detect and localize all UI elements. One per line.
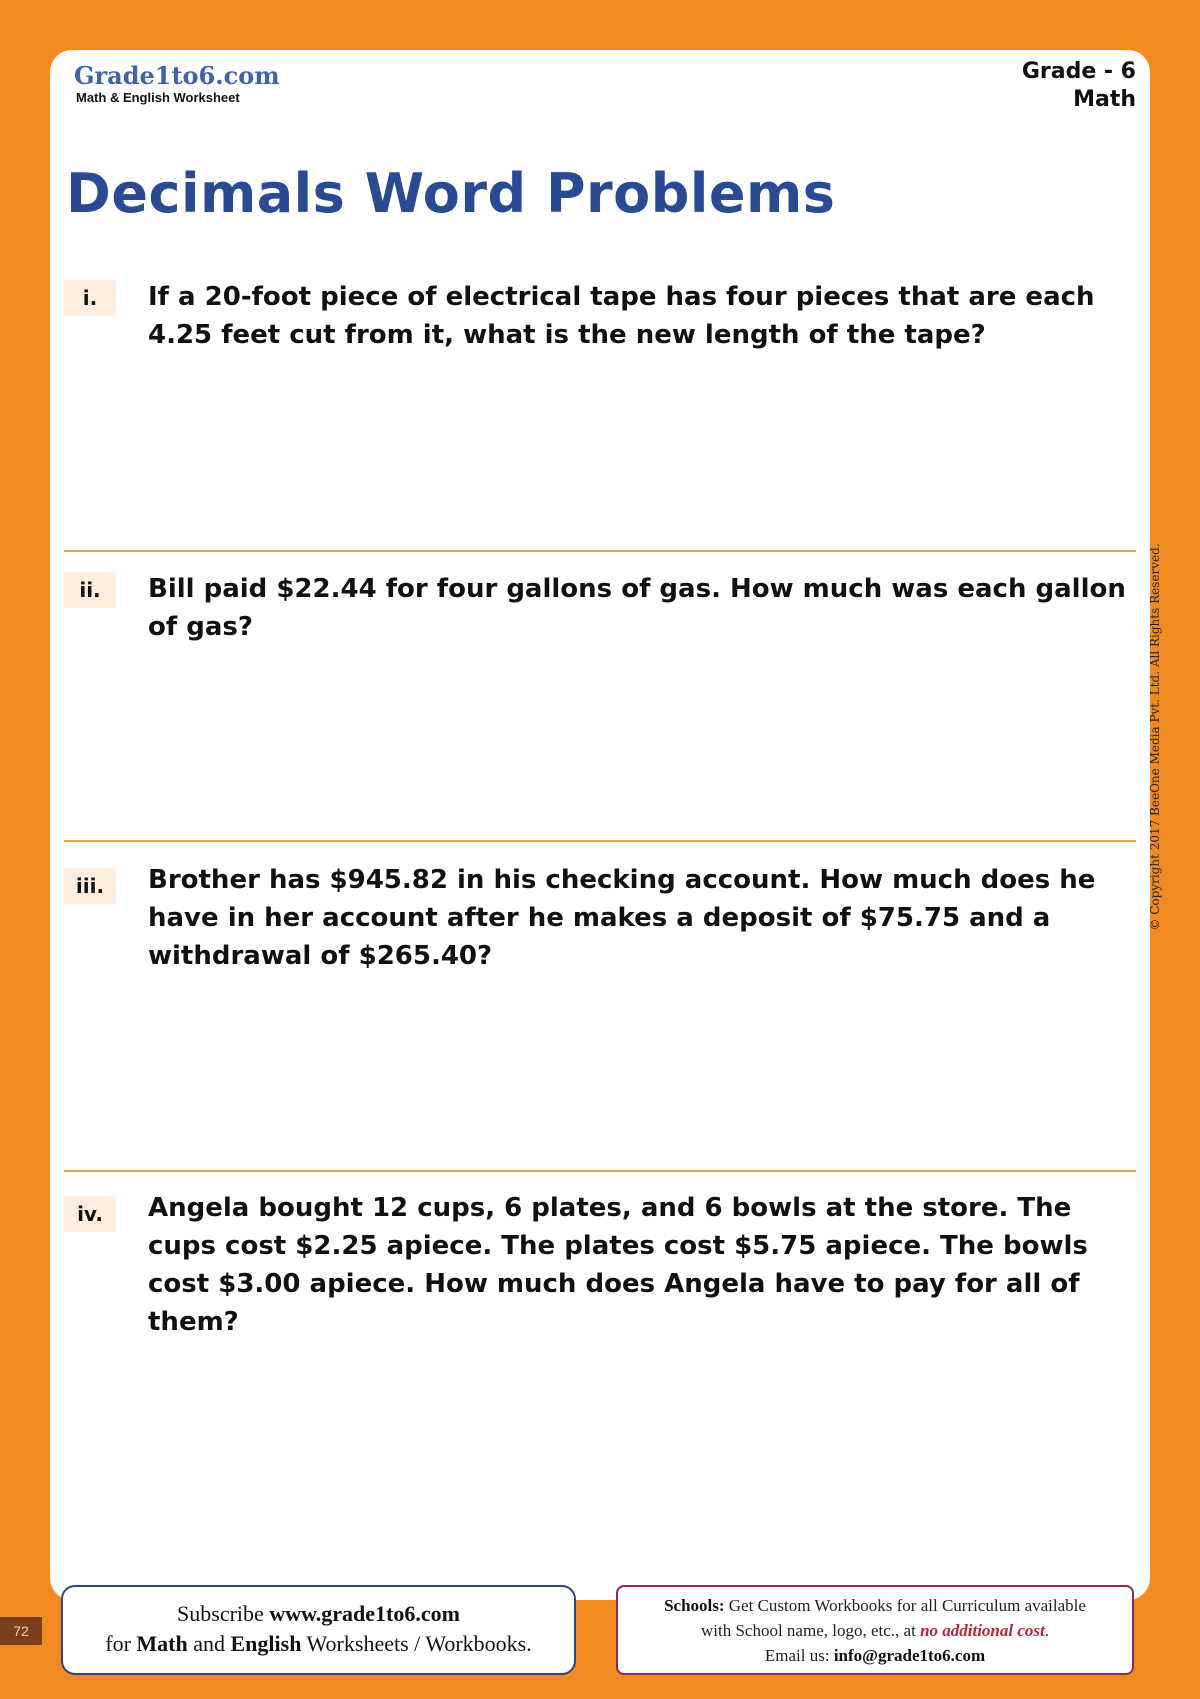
subscribe-box — [61, 1585, 576, 1675]
divider — [64, 550, 1136, 552]
english-word: English — [230, 1631, 302, 1656]
subscribe-prefix: Subscribe — [177, 1601, 264, 1626]
email-label: Email us: — [764, 1646, 830, 1665]
grade-label — [1022, 58, 1136, 114]
question-number: iv. — [64, 1196, 116, 1232]
and-word: and — [193, 1631, 225, 1656]
page-number: 72 — [0, 1617, 42, 1645]
question-number: iii. — [64, 868, 116, 904]
worksheets-text: Worksheets / Workbooks. — [306, 1631, 532, 1656]
divider — [64, 840, 1136, 842]
schools-line2: with School name, logo, etc., at — [700, 1621, 916, 1640]
email-link[interactable]: info@grade1to6.com — [833, 1646, 986, 1665]
brand-logo — [74, 62, 280, 105]
for-word: for — [105, 1631, 131, 1656]
schools-box: Schools: Get Custom Workbooks for all Curriculum available with School name, logo, etc., at no additional cost. Email us: info@grade1to6.com — [616, 1585, 1134, 1675]
schools-label: Schools: — [664, 1596, 725, 1615]
no-cost-emphasis: no additional cost — [920, 1621, 1045, 1640]
copyright-notice: © Copyright 2017 BeeOne Media Pvt. Ltd. All Rights Reserved. — [1148, 543, 1162, 931]
question-number: i. — [64, 280, 116, 316]
subscribe-link[interactable]: www.grade1to6.com — [269, 1601, 460, 1626]
brand-subtitle: Math & English Worksheet — [76, 90, 240, 105]
question-text: If a 20-foot piece of electrical tape has four pieces that are each 4.25 feet cut from it, what is the new length of the tape? — [148, 282, 1095, 350]
grade-text: Grade - 6 — [1021, 59, 1136, 84]
question-text: Brother has $945.82 in his checking account. How much does he have in her account after he makes a deposit of $75.75 and a withdrawal of $265.40? — [148, 865, 1096, 971]
math-word: Math — [136, 1631, 188, 1656]
worksheet-page — [50, 50, 1150, 1600]
brand-name: Grade1to6.com — [74, 61, 280, 90]
subject-text: Math — [1073, 87, 1136, 112]
schools-line1: Get Custom Workbooks for all Curriculum available — [728, 1596, 1086, 1615]
question-text: Angela bought 12 cups, 6 plates, and 6 bowls at the store. The cups cost $2.25 apiece. The plates cost $5.75 apiece. The bowls cost $3.00 apiece. How much does Angela have to pay for all of them? — [148, 1193, 1088, 1337]
divider — [64, 1170, 1136, 1172]
question-text: Bill paid $22.44 for four gallons of gas. How much was each gallon of gas? — [148, 574, 1126, 642]
question-number: ii. — [64, 572, 116, 608]
page-title: Decimals Word Problems — [66, 162, 836, 225]
